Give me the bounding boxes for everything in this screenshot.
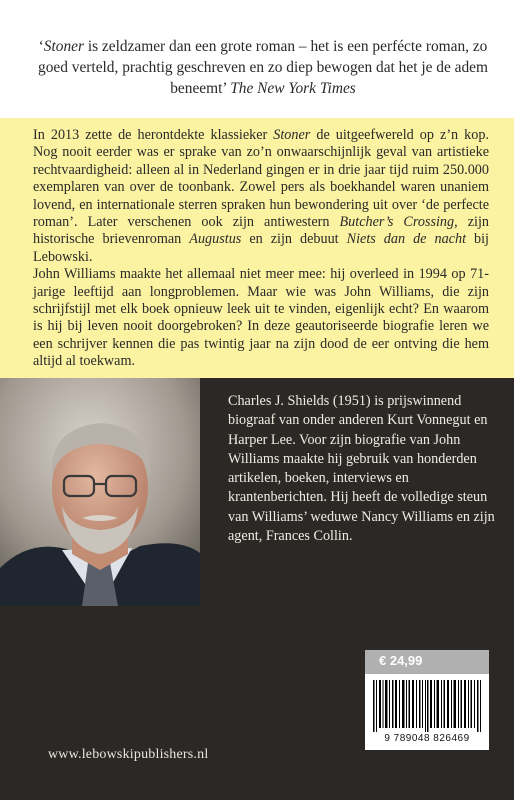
summary-p1-part-a: In 2013 zette de herontdekte klassieker [33, 127, 274, 143]
quote-book-title: Stoner [43, 38, 84, 55]
author-panel [0, 378, 514, 800]
quote-source: The New York Times [230, 80, 356, 97]
author-portrait-illustration [0, 378, 200, 606]
isbn-number: 9 789048 826469 [384, 733, 470, 744]
summary-panel [0, 118, 514, 378]
summary-title-butchers-crossing: Butcher’s Crossing [339, 214, 455, 231]
summary-title-niets-dan-de-nacht: Niets dan de nacht [346, 231, 467, 248]
summary-text [33, 127, 489, 371]
summary-title-augustus: Augustus [189, 231, 242, 248]
quote-body: is zeldzamer dan een grote roman – het is een perfécte roman, zo goed verteld, prachtig geschreven en zo diep bewogen dat het je de adem beneemt’ [38, 38, 488, 97]
isbn-barcode [365, 674, 489, 750]
price-label [365, 650, 489, 674]
summary-paragraph-1 [33, 127, 489, 266]
review-quote-panel [0, 0, 514, 118]
review-quote [38, 36, 488, 99]
summary-p1-part-b: de uitgeefwereld op z’n kop. Nog nooit eerder was er sprake van zo’n onwaarschijnlijk geval van artistieke rechtvaardigheid: alleen al in Nederland gingen er in drie jaar tijd ruim 250.000 exemplaren van over de toonbank. Zowel pers als boekhandel waren unaniem lovend, en internationale sterren spraken hun bewondering uit over ‘de perfecte roman’. Later verschenen ook zijn antiwestern [33, 127, 489, 231]
author-portrait-image [0, 378, 200, 606]
quote-open: ‘ [38, 38, 44, 55]
publisher-website: www.lebowskipublishers.nl [48, 747, 209, 762]
price-value: € 24,99 [379, 653, 423, 668]
barcode-icon [371, 680, 483, 732]
summary-title-stoner: Stoner [273, 127, 311, 143]
summary-p1-part-e: bij Lebowski. [33, 231, 490, 265]
author-bio: Charles J. Shields (1951) is prijswinnend biograaf van onder anderen Kurt Vonnegut en Harper Lee. Voor zijn biografie van John Williams maakte hij gebruik van honderden artikelen, boeken, interviews en krantenberichten. Hij heeft de volledige steun van Williams’ weduwe Nancy Williams en zijn agent, Frances Collin. [228, 393, 495, 545]
summary-p1-part-d: en zijn debuut [241, 231, 347, 248]
summary-paragraph-2: John Williams maakte het allemaal niet meer mee: hij overleed in 1994 op 71-jarige leeftijd aan longproblemen. Maar wie was John Williams, die zijn schrijfstijl met elk boek opnieuw leek uit te vinden, eigenlijk echt? En waarom is hij bij leven nooit doorgebroken? In deze geautoriseerde biografie leren we een schrijver kennen die pas twintig jaar na zijn dood de eer ontving die hem altijd al toekwam. [33, 266, 489, 370]
summary-p1-part-c: , zijn historische brievenroman [33, 214, 489, 248]
